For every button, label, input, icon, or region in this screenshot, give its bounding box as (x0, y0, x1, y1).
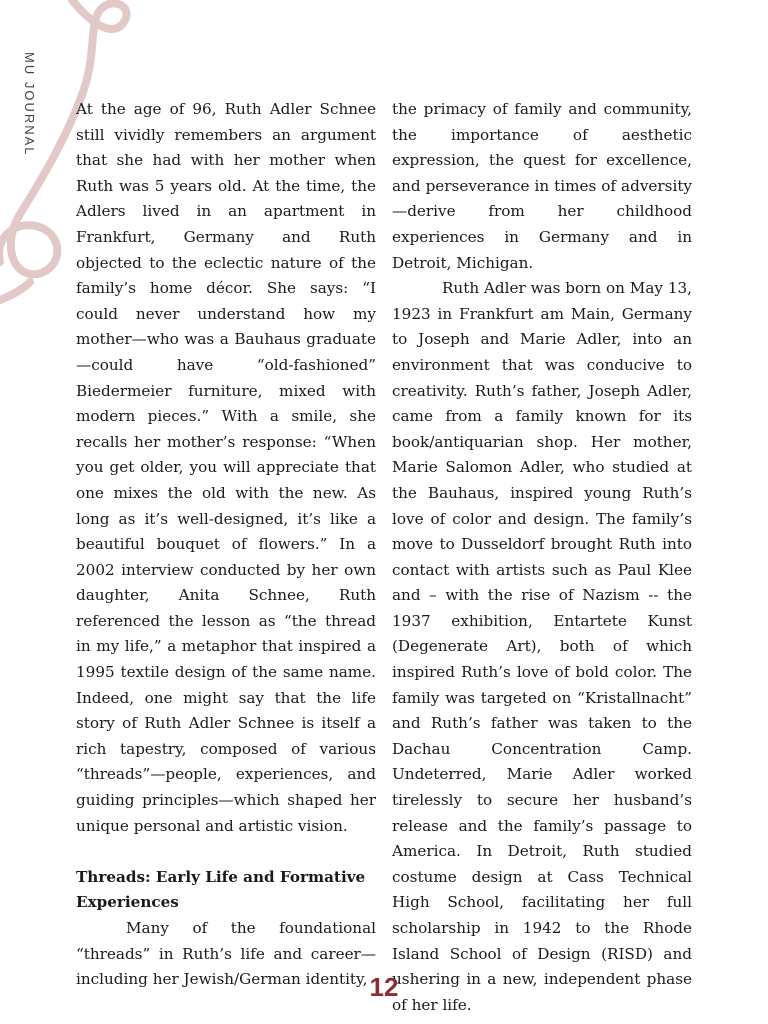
paragraph-spacer (76, 839, 376, 865)
paragraph: Ruth Adler was born on May 13, 1923 in Frankfurt am Main, Germany to Joseph and Marie Adler, into an environment that was conducive to creativity. Ruth’s father, Joseph Adler, came from a family known for its book/antiquarian shop. Her mother, Marie Salomon Adler, who studied at the Bauhaus, inspired young Ruth’s love of color and design. The family’s move to Dusseldorf brought Ruth into contact with artists such as Paul Klee and – with the rise of Nazism -- the 1937 exhibition, Entartete Kunst (Degenerate Art), both of which inspired Ruth’s love of bold color. The family was targeted on “Kristallnacht” and Ruth’s father was taken to the Dachau Concentration Camp. Undeterred, Marie Adler worked tirelessly to secure her husband’s release and the family’s passage to America. In Detroit, Ruth studied costume design at Cass Technical High School, facilitating her full scholarship in 1942 to the Rhode Island School of Design (RISD) and ushering in a new, independent phase of her life. (392, 279, 692, 1014)
page-number: 12 (369, 972, 399, 1002)
paragraph: At the age of 96, Ruth Adler Schnee still vividly remembers an argument that she had with her mother when Ruth was 5 years old. At the time, the Adlers lived in an apartment in Frankfurt, Germany and Ruth objected to the eclectic nature of the family’s home décor. She says: “I could never understand how my mother—who was a Bauhaus graduate—could have “old-fashioned” Biedermeier furniture, mixed with modern pieces.” With a smile, she recalls her mother’s response: “When you get older, you will appreciate that one mixes the old with the new. As long as it’s well-designed, it’s like a beautiful bouquet of flowers.” In a 2002 interview conducted by her own daughter, Anita Schnee, Ruth referenced the lesson as “the thread in my life,” a metaphor that inspired a 1995 textile design of the same name. Indeed, one might say that the life story of Ruth Adler Schnee is itself a rich tapestry, composed of various “threads”—people, experiences, and guiding principles—which shaped her unique personal and artistic vision. (76, 100, 376, 835)
left-column (76, 97, 376, 993)
paragraph: the primacy of family and community, the importance of aesthetic expression, the quest for excellence, and perseverance in times of adversity—derive from her childhood experiences in Germany and in Detroit, Michigan. (392, 100, 692, 272)
journal-label: MU JOURNAL (22, 52, 37, 157)
section-heading: Threads: Early Life and Formative Experiences (76, 867, 366, 912)
paragraph: Many of the foundational “threads” in Ruth’s life and career—including her Jewish/German identity, (76, 919, 376, 989)
right-column (392, 97, 692, 1018)
